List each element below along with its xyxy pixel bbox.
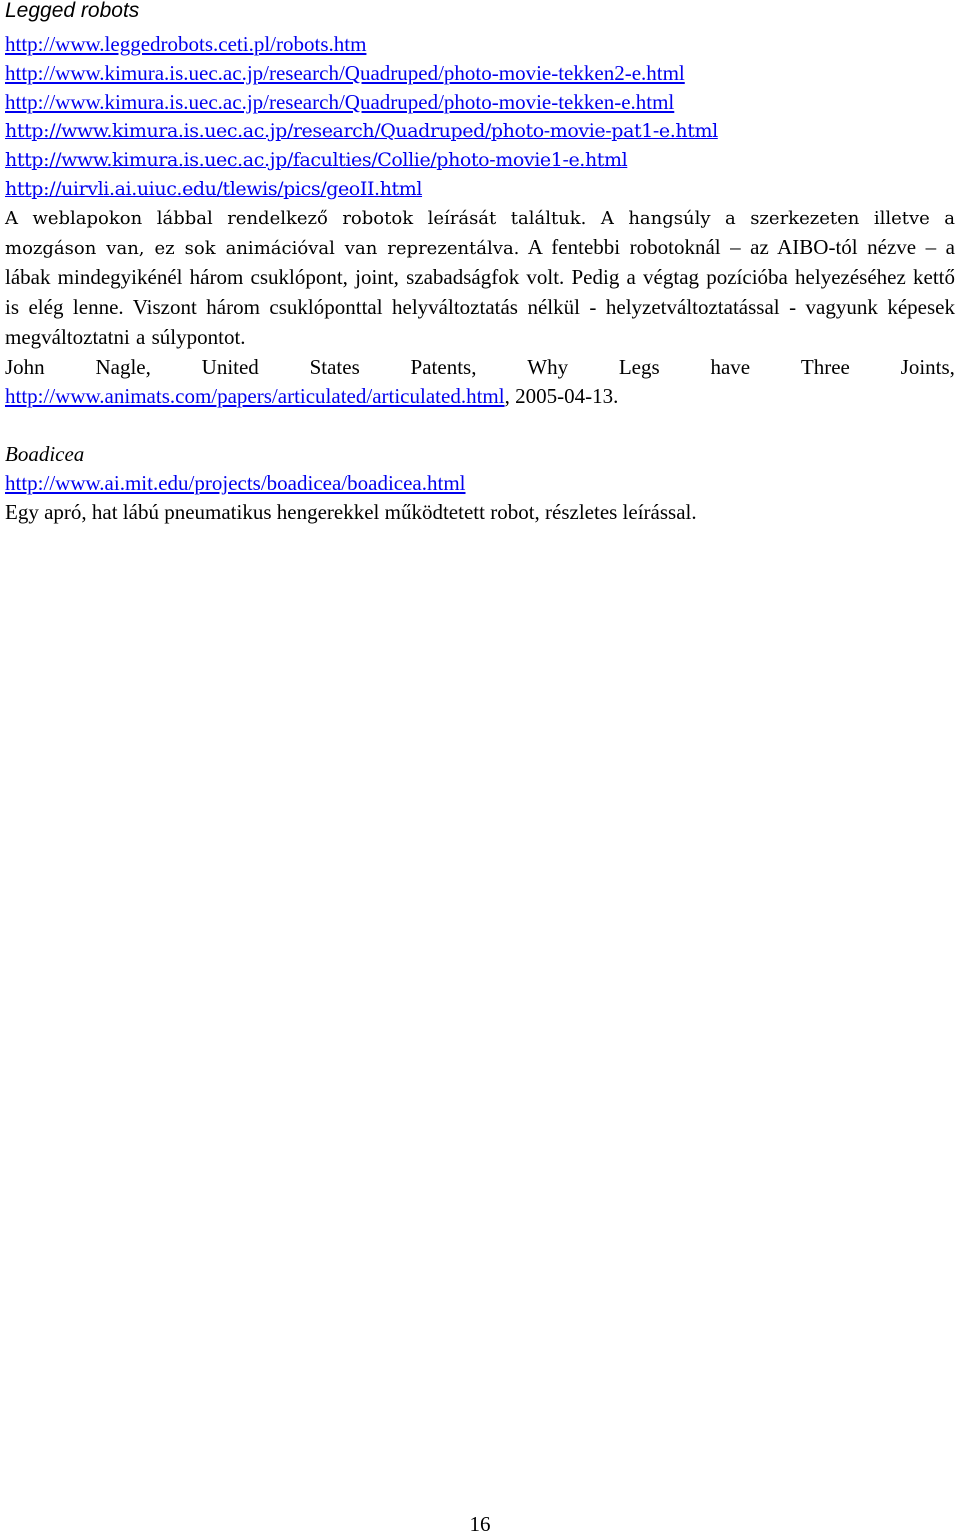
reference-word: Three: [800, 355, 850, 379]
section-spacer: [5, 411, 955, 440]
link-list: [5, 30, 955, 204]
document-page: [5, 0, 955, 527]
section-heading-boadicea: Boadicea: [5, 442, 85, 466]
link-kimura-tekken[interactable]: http://www.kimura.is.uec.ac.jp/research/Quadruped/photo-movie-tekken-e.html: [5, 90, 675, 114]
reference-word: have: [710, 355, 751, 379]
page-number: 16: [469, 1512, 491, 1536]
reference-word: John: [5, 355, 45, 379]
reference-date: , 2005-04-13.: [504, 384, 619, 408]
link-kimura-tekken2[interactable]: http://www.kimura.is.uec.ac.jp/research/Quadruped/photo-movie-tekken2-e.html: [5, 61, 685, 85]
reference-word: United: [201, 355, 259, 379]
link-animats-articulated[interactable]: http://www.animats.com/papers/articulated/articulated.html: [5, 384, 505, 408]
link-uiuc-geoii[interactable]: http://uirvli.ai.uiuc.edu/tlewis/pics/geoII.html: [5, 178, 423, 200]
link-leggedrobots[interactable]: http://www.leggedrobots.ceti.pl/robots.htm: [5, 32, 367, 56]
reference-citation: [5, 353, 955, 411]
link-mit-boadicea[interactable]: http://www.ai.mit.edu/projects/boadicea/boadicea.html: [5, 471, 466, 495]
reference-word: Nagle,: [95, 355, 151, 379]
legged-robots-description: [5, 204, 955, 353]
reference-word: Patents,: [410, 355, 477, 379]
reference-word: Legs: [618, 355, 660, 379]
link-kimura-pat1[interactable]: http://www.kimura.is.uec.ac.jp/research/Quadruped/photo-movie-pat1-e.html: [5, 120, 718, 142]
reference-word: States: [309, 355, 360, 379]
link-kimura-collie[interactable]: http://www.kimura.is.uec.ac.jp/faculties/Collie/photo-movie1-e.html: [5, 149, 628, 171]
reference-line: [5, 353, 955, 382]
boadicea-description: Egy apró, hat lábú pneumatikus hengerekkel működtetett robot, részletes leírással.: [5, 500, 697, 524]
description-part-2: A fentebbi robotoknál – az AIBO-tól nézve – a lábak mindegyikénél három csuklópont, joint, szabadságfok volt. Pedig a végtag pozícióba helyezéséhez kettő is elég lenne. Viszont három csuklóponttal helyváltoztatás nélkül - helyzetváltoztatással - vagyunk képesek megváltoztatni a súlypontot.: [5, 235, 955, 349]
description-part-1: A weblapokon lábbal rendelkező robotok leírását találtuk. A hangsúly a szerkezeten illetve a mozgáson van, ez sok animációval van reprezentálva.: [5, 208, 955, 259]
reference-word: Why: [527, 355, 569, 379]
reference-word: Joints,: [900, 355, 955, 379]
reference-link-line: [5, 382, 955, 411]
section-heading-legged-robots: Legged robots: [5, 0, 140, 22]
